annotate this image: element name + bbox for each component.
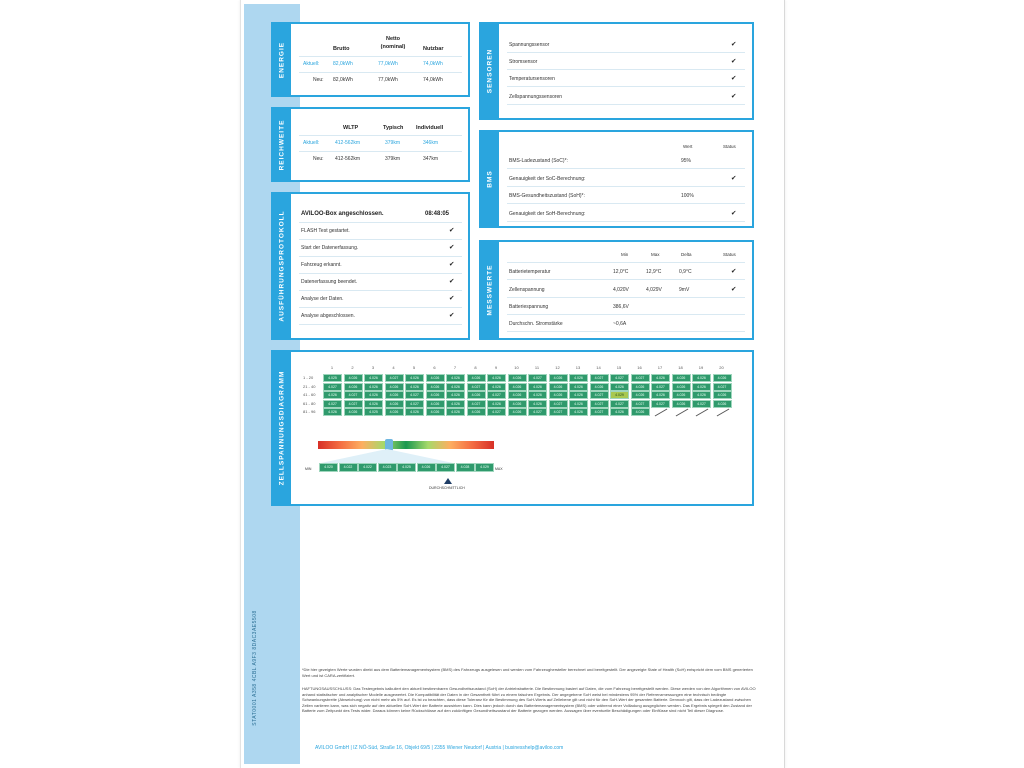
cell-voltage: 4.027: [692, 400, 711, 408]
grid-column-header: 13: [575, 365, 581, 370]
cell-voltage: 4.026: [692, 383, 711, 391]
energie-col-brutto: Brutto: [333, 46, 350, 52]
grid-column-header: 9: [494, 365, 498, 370]
cell-voltage: 4.026: [631, 408, 650, 416]
cell-voltage: 4.026: [385, 400, 404, 408]
cell-voltage: 4.027: [528, 408, 547, 416]
separator: [299, 151, 462, 152]
grid-column-header: 17: [657, 365, 663, 370]
cell-voltage: 4.026: [713, 374, 732, 382]
grid-column-header: 2: [351, 365, 354, 370]
sensor-item: Zellspannungssensoren: [509, 94, 563, 100]
cell-voltage: 4.026: [528, 391, 547, 399]
separator: [507, 168, 745, 169]
cell-voltage: 4.026: [508, 383, 527, 391]
protokoll-time: 08:48:05: [425, 211, 450, 217]
protokoll-tab: AUSFÜHRUNGSPROTOKOLL: [273, 194, 291, 338]
separator: [299, 256, 462, 257]
messwerte-current-value: ~0,6A: [613, 321, 627, 327]
energie-col-netto-nominal: (nominal): [380, 44, 406, 50]
footer-address: AVILOO GmbH | IZ NÖ-Süd, Straße 16, Objekt 69/5 | 2355 Wiener Neudorf | Austria | businesshelp@aviloo.com: [315, 745, 564, 751]
grid-row-label: 61 - 80: [303, 400, 316, 406]
messwerte-battery-voltage-value: 386,6V: [613, 304, 629, 310]
cell-voltage: 4.027: [590, 400, 609, 408]
messwerte-cell-voltage-min: 4,020V: [613, 287, 629, 293]
cell-voltage: 4.026: [426, 374, 445, 382]
cell-voltage: 4.027: [549, 408, 568, 416]
separator: [507, 203, 745, 204]
cell-voltage: 4.027: [344, 391, 363, 399]
cell-voltage: 4.026: [323, 408, 342, 416]
grid-row-label: 21 - 40: [303, 383, 316, 389]
check-icon: ✔: [731, 41, 737, 48]
grid-row-label: 1 - 20: [303, 375, 314, 380]
reichweite-neu-individuell: 347km: [423, 156, 439, 162]
check-icon: ✔: [731, 75, 737, 82]
cell-voltage: 4.027: [590, 374, 609, 382]
messwerte-col-min: Min: [621, 252, 629, 257]
energie-neu-brutto: 82,0kWh: [333, 77, 353, 83]
cell-voltage: 4.026: [508, 374, 527, 382]
cell-voltage: 4.026: [405, 383, 424, 391]
protokoll-item: FLASH Test gestartet.: [301, 228, 350, 234]
grid-column-header: 15: [616, 365, 622, 370]
cell-voltage: 4.026: [651, 374, 670, 382]
cell-voltage: 4.026: [467, 391, 486, 399]
messwerte-temp-min: 12,0°C: [613, 269, 629, 275]
cell-voltage: 4.026: [569, 408, 588, 416]
cell-voltage: 4.027: [405, 400, 424, 408]
reichweite-row-neu-label: Neu:: [313, 156, 324, 162]
cell-voltage: 4.027: [385, 374, 404, 382]
protokoll-item: Analyse der Daten.: [301, 296, 344, 302]
cell-voltage: 4.026: [549, 383, 568, 391]
cell-voltage: 4.026: [672, 400, 691, 408]
cell-voltage: 4.026: [487, 374, 506, 382]
cell-voltage: 4.027: [610, 374, 629, 382]
range-cell: 4.027: [436, 463, 455, 472]
cell-voltage: 4.027: [467, 383, 486, 391]
cell-voltage: 4.026: [446, 383, 465, 391]
reichweite-row-aktuell-label: Aktuell:: [303, 140, 320, 146]
range-cell: 4.025: [397, 463, 416, 472]
cell-voltage: 4.026: [467, 374, 486, 382]
cell-voltage: 4.026: [364, 400, 383, 408]
reichweite-neu-wltp: 412-562km: [335, 156, 361, 162]
cell-voltage: 4.026: [446, 400, 465, 408]
energie-col-netto: Netto: [385, 36, 401, 42]
grid-column-header: 20: [719, 365, 724, 370]
cell-voltage: 4.025: [323, 374, 342, 382]
check-icon: ✔: [731, 58, 737, 65]
cell-voltage: 4.026: [672, 374, 691, 382]
reichweite-col-wltp: WLTP: [343, 125, 359, 131]
cell-voltage: 4.027: [631, 400, 650, 408]
cell-voltage: 4.026: [344, 374, 363, 382]
cell-voltage: 4.026: [446, 391, 465, 399]
messwerte-temp-max: 12,9°C: [646, 269, 662, 275]
grid-column-header: 18: [678, 365, 683, 370]
separator: [507, 279, 745, 280]
cell-voltage: 4.026: [508, 400, 527, 408]
range-cell: 4.029: [475, 463, 494, 472]
cell-voltage: 4.027: [610, 400, 629, 408]
range-cell: 4.022: [358, 463, 377, 472]
cell-voltage: 4.026: [405, 408, 424, 416]
cell-voltage: 4.026: [487, 383, 506, 391]
range-cell: 4.022: [339, 463, 358, 472]
cell-voltage: 4.026: [487, 400, 506, 408]
energie-aktuell-nutzbar: 74,0kWh: [423, 61, 443, 67]
check-icon: ✔: [449, 227, 455, 234]
messwerte-current-label: Durchschn. Stromstärke: [509, 321, 563, 327]
messwerte-battery-voltage-label: Batteriespannung: [509, 304, 549, 310]
cell-voltage: 4.027: [487, 408, 506, 416]
separator: [507, 331, 745, 332]
bms-col-status: Status: [723, 144, 736, 149]
grid-column-header: 3: [371, 365, 375, 370]
separator: [299, 307, 462, 308]
cell-voltage: 4.027: [651, 383, 670, 391]
check-icon: ✔: [731, 210, 737, 217]
protokoll-header: AVILOO-Box angeschlossen.: [301, 211, 384, 217]
check-icon: ✔: [449, 278, 455, 285]
cell-voltage: 4.029: [610, 391, 629, 399]
cell-voltage: 4.026: [549, 374, 568, 382]
sensoren-box: [479, 22, 754, 120]
separator: [299, 222, 462, 223]
energie-aktuell-brutto: 82,0kWh: [333, 61, 353, 67]
messwerte-tab: MESSWERTE: [481, 242, 499, 338]
footnote-soh: *Die hier gezeigten Werte wurden direkt aus dem Batteriemanagementsystem (BMS) des Fahrzeugs ausgelesen und werden vom Fahrzeughersteller berechnet und bereitgestellt. Der angezeigte State of Health (SoH) entspricht dem vom BMS generierten Wert und ist CARA-zertifiziert.: [302, 667, 753, 678]
check-icon: ✔: [731, 93, 737, 100]
grid-column-header: 6: [433, 365, 436, 370]
sensor-item: Stromsensor: [509, 59, 538, 65]
cell-voltage: 4.026: [549, 391, 568, 399]
grid-column-header: 19: [698, 365, 704, 370]
grid-column-header: 5: [412, 365, 416, 370]
cell-voltage: 4.027: [323, 400, 342, 408]
energie-box: [271, 22, 470, 97]
empty-cell-slash: [655, 409, 668, 417]
bms-box: [479, 130, 754, 228]
messwerte-box: [479, 240, 754, 340]
average-label: DURCHSCHNITTLICH: [429, 486, 465, 490]
cell-voltage: 4.026: [426, 408, 445, 416]
cell-voltage: 4.027: [651, 400, 670, 408]
cell-voltage: 4.026: [590, 383, 609, 391]
bms-soh-accuracy-label: Genauigkeit der SoH-Berechnung:: [509, 211, 586, 217]
cell-voltage: 4.027: [590, 391, 609, 399]
zoom-wedge: [321, 449, 453, 463]
check-icon: ✔: [731, 175, 737, 182]
separator: [507, 104, 745, 105]
separator: [299, 324, 462, 325]
cell-voltage: 4.026: [344, 408, 363, 416]
protokoll-item: Start der Datenerfassung.: [301, 245, 359, 251]
voltage-color-scale: [318, 441, 494, 449]
grid-column-header: 7: [453, 365, 457, 370]
sensor-item: Temperatursensoren: [509, 76, 555, 82]
protokoll-item: Fahrzeug erkannt.: [301, 262, 342, 268]
cell-voltage: 4.026: [651, 391, 670, 399]
sensor-item: Spannungssensor: [509, 42, 550, 48]
cell-voltage: 4.026: [610, 383, 629, 391]
cell-voltage: 4.027: [713, 383, 732, 391]
cell-voltage: 4.026: [364, 374, 383, 382]
bms-soh-label: BMS-Gesundheitszustand (SoH)*:: [509, 193, 585, 199]
reichweite-box: [271, 107, 470, 182]
check-icon: ✔: [449, 261, 455, 268]
separator: [299, 290, 462, 291]
cell-voltage: 4.027: [590, 408, 609, 416]
average-marker-icon: [444, 478, 452, 484]
cell-voltage: 4.027: [323, 383, 342, 391]
energie-col-nutzbar: Nutzbar: [423, 46, 444, 52]
messwerte-temp-delta: 0,9°C: [679, 269, 692, 275]
cell-voltage: 4.026: [713, 391, 732, 399]
cell-voltage: 4.026: [569, 374, 588, 382]
energie-tab: ENERGIE: [273, 24, 291, 95]
cell-voltage: 4.026: [672, 391, 691, 399]
separator: [507, 69, 745, 70]
sensoren-tab: SENSOREN: [481, 24, 499, 118]
check-icon: ✔: [449, 295, 455, 302]
separator: [507, 52, 745, 53]
cell-voltage: 4.026: [713, 400, 732, 408]
cell-voltage: 4.027: [487, 391, 506, 399]
check-icon: ✔: [731, 286, 737, 293]
cell-voltage: 4.026: [692, 391, 711, 399]
document-id: STAT0001 A358 4CBL A9F3 8DAC3AE5508: [252, 610, 258, 726]
zellspannung-tab: ZELLSPANNUNGSDIAGRAMM: [273, 352, 291, 504]
separator: [507, 297, 745, 298]
grid-column-header: 16: [637, 365, 642, 370]
bms-soc-value: 95%: [681, 158, 692, 164]
cell-voltage: 4.026: [364, 383, 383, 391]
cell-voltage: 4.026: [508, 408, 527, 416]
footnote-disclaimer: HAFTUNGSAUSSCHLUSS: Das Testergebnis kalkuliert den aktuell bestimmbaren Gesundheitszustand (SoH) der Antriebsbatterie. Die Bestimmung basiert auf Daten, die vom Fahrzeug bereitgestellt werden. Diese werden von den Algorithmen von AVILOO anhand statistischer und analytischer Modelle ausgewertet. Die Kompatibilität der Daten in der Gesamtheit führt zu einem falschen Ergebnis. Der angegebene SoH weist bei mindestens 95% der Referenzmessungen eine technisch bedingte Schwankungsbreite (Abweichung) von nicht mehr als 5% auf. Es ist zu beachten, dass diese Toleranz für die Bestimmung des SoH-Werts auf Zellebene gilt und nicht für den SoH-Wert der gesamten Batterie. Dennoch gilt, dass der Ladezustand zwischen Zellen variieren kann, was sich negativ auf den aktuellen SoH-Wert der Batterie auswirken kann. Dies kann jedoch durch das Batteriemanagementsystem (BMS) oder während einer Vollladung ausgeglichen werden. Das Ergebnis spiegelt den Zustand der Batterie zum Zeitpunkt des Tests wider. Daraus können keine Rückschlüsse auf den zukünftigen Gesundheitszustand der Batterie gezogen werden. Aussagen über eventuelle Beschädigungen oder Einflüsse sind nicht Teil dieser Diagnose.: [302, 686, 756, 713]
cell-voltage: 4.026: [385, 383, 404, 391]
cell-voltage: 4.026: [364, 391, 383, 399]
separator: [299, 56, 462, 57]
empty-cell-slash: [716, 409, 729, 417]
separator: [299, 239, 462, 240]
check-icon: ✔: [449, 312, 455, 319]
energie-row-aktuell-label: Aktuell:: [303, 61, 320, 67]
cell-voltage: 4.026: [446, 408, 465, 416]
energie-neu-nutzbar: 74,0kWh: [423, 77, 443, 83]
cell-voltage: 4.026: [323, 391, 342, 399]
separator: [299, 72, 462, 73]
messwerte-col-delta: Delta: [681, 252, 692, 257]
cell-voltage: 4.026: [344, 383, 363, 391]
range-min-label: MIN: [305, 467, 312, 471]
bms-soc-label: BMS-Ladezustand (SoC)*:: [509, 158, 568, 164]
range-cell: 4.026: [417, 463, 436, 472]
cell-voltage: 4.026: [569, 383, 588, 391]
protokoll-box: [271, 192, 470, 340]
empty-cell-slash: [675, 409, 688, 417]
check-icon: ✔: [449, 244, 455, 251]
grid-column-header: 14: [596, 365, 601, 370]
cell-voltage: 4.026: [569, 391, 588, 399]
cell-voltage: 4.026: [446, 374, 465, 382]
cell-voltage: 4.026: [467, 408, 486, 416]
reichweite-tab: REICHWEITE: [273, 109, 291, 180]
messwerte-cell-voltage-delta: 9mV: [679, 287, 690, 293]
energie-aktuell-netto: 77,0kWh: [378, 61, 398, 67]
cell-voltage: 4.027: [528, 374, 547, 382]
cell-voltage: 4.026: [508, 391, 527, 399]
cell-voltage: 4.026: [426, 391, 445, 399]
reichweite-col-individuell: Individuell: [416, 125, 444, 131]
cell-voltage: 4.027: [549, 400, 568, 408]
range-max-label: MAX: [495, 467, 503, 471]
reichweite-aktuell-wltp: 412-562km: [335, 140, 361, 146]
reichweite-aktuell-individuell: 346km: [423, 140, 439, 146]
cell-voltage: 4.027: [405, 391, 424, 399]
range-cell: 4.023: [378, 463, 397, 472]
bms-soh-value: 100%: [681, 193, 694, 199]
separator: [507, 186, 745, 187]
separator: [507, 221, 745, 222]
empty-cell-slash: [696, 409, 709, 417]
cell-voltage: 4.027: [467, 400, 486, 408]
separator: [507, 262, 745, 263]
cell-voltage: 4.026: [631, 391, 650, 399]
zellspannung-box: [271, 350, 754, 506]
cell-voltage: 4.026: [385, 408, 404, 416]
cell-voltage: 4.025: [364, 408, 383, 416]
messwerte-cell-voltage-max: 4,029V: [646, 287, 662, 293]
bms-col-wert: Wert: [683, 144, 693, 149]
grid-column-header: 11: [534, 365, 540, 370]
grid-row-label: 41 - 60: [303, 392, 316, 397]
cell-voltage: 4.027: [631, 374, 650, 382]
reichweite-col-typisch: Typisch: [383, 125, 404, 131]
messwerte-cell-voltage-label: Zellenspannung: [509, 287, 545, 293]
separator: [299, 135, 462, 136]
energie-neu-netto: 77,0kWh: [378, 77, 398, 83]
range-cell: 4.028: [456, 463, 475, 472]
energie-row-neu-label: Neu:: [313, 77, 324, 83]
range-cell: 4.020: [319, 463, 338, 472]
cell-voltage: 4.026: [610, 408, 629, 416]
grid-column-header: 12: [555, 365, 560, 370]
reichweite-aktuell-typisch: 379km: [385, 140, 401, 146]
cell-voltage: 4.026: [528, 383, 547, 391]
cell-voltage: 4.026: [631, 383, 650, 391]
separator: [507, 314, 745, 315]
grid-column-header: 10: [514, 365, 519, 370]
grid-column-header: 8: [474, 365, 477, 370]
protokoll-item: Datenerfassung beendet.: [301, 279, 358, 285]
cell-voltage: 4.026: [672, 383, 691, 391]
messwerte-temp-label: Batterietemperatur: [509, 269, 551, 275]
separator: [507, 86, 745, 87]
cell-voltage: 4.026: [692, 374, 711, 382]
reichweite-neu-typisch: 379km: [385, 156, 401, 162]
messwerte-col-max: Max: [651, 252, 660, 257]
cell-voltage: 4.026: [426, 400, 445, 408]
cell-voltage: 4.027: [344, 400, 363, 408]
cell-voltage: 4.026: [405, 374, 424, 382]
bms-soc-accuracy-label: Genauigkeit der SoC-Berechnung:: [509, 176, 586, 182]
grid-column-header: 4: [392, 365, 395, 370]
cell-voltage: 4.026: [426, 383, 445, 391]
cell-voltage: 4.026: [385, 391, 404, 399]
separator: [299, 273, 462, 274]
check-icon: ✔: [731, 268, 737, 275]
bms-tab: BMS: [481, 132, 499, 226]
grid-column-header: 1: [330, 365, 334, 370]
grid-row-label: 81 - 96: [303, 409, 316, 414]
cell-voltage: 4.026: [528, 400, 547, 408]
cell-voltage: 4.026: [569, 400, 588, 408]
messwerte-col-status: Status: [723, 252, 736, 257]
protokoll-item: Analyse abgeschlossen.: [301, 313, 355, 319]
